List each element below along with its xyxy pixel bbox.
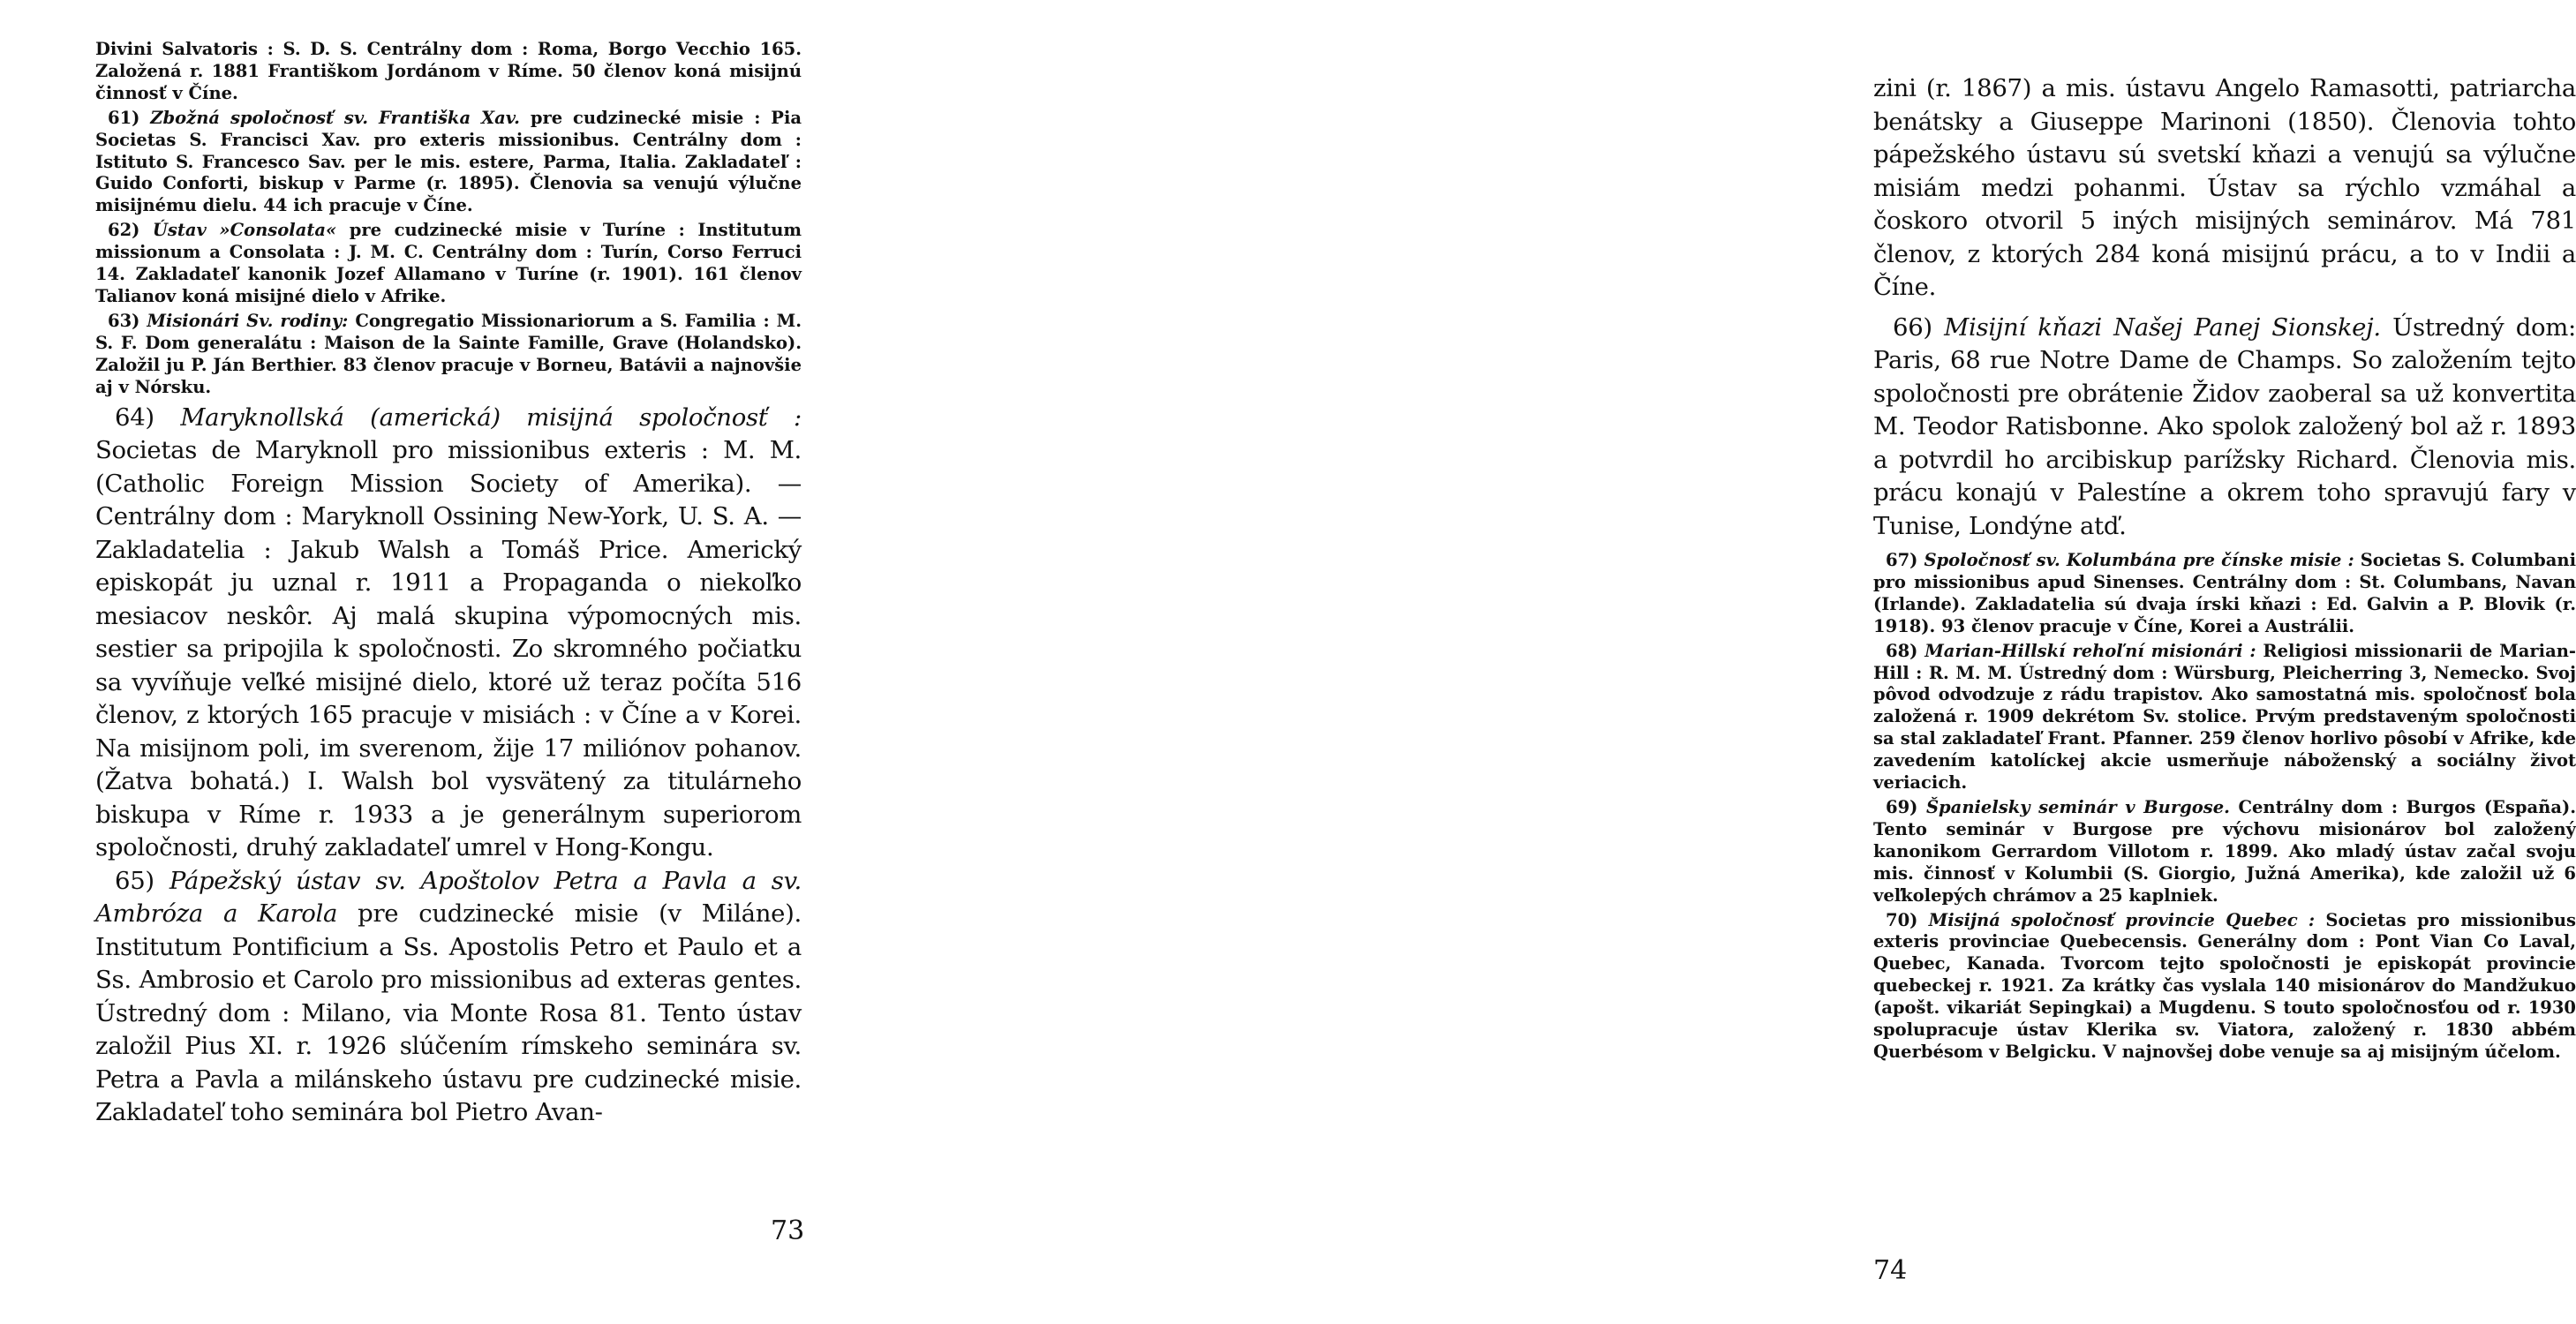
- paragraph-69: [1873, 797, 2576, 907]
- page-number-right: 74: [1873, 1255, 1908, 1286]
- paragraph-64: [95, 402, 802, 865]
- right-page: [883, 0, 2576, 1324]
- paragraph-body: pre cudzinecké misie v Turíne : Institutum missionum a Consolata : J. M. C. Centrálny dom : Turín, Corso Ferruci 14. Zakladateľ kanonik Jozef Allamano v Turíne (r. 1901). 161 členov Talianov koná misijné dielo v Afrike.: [95, 220, 802, 306]
- paragraph-number: 65): [115, 866, 154, 895]
- paragraph-title: Maryknollská (americká) misijná spoločnosť :: [180, 402, 802, 432]
- paragraph-body: Religiosi missionarii de Marian-Hill : R. M. M. Ústredný dom : Würsburg, Pleicherring 3, Nemecko. Svoj pôvod odvodzuje z rádu trapistov. Ako samostatná mis. spoločnosť bola založená r. 1909 dekrétom Sv. stolice. Prvým predstaveným spoločnosti sa stal zakladateľ Frant. Pfanner. 259 členov horlivo pôsobí v Afrike, kde zavedením katolíckej akcie usmerňuje náboženský a sociálny život veriacich.: [1873, 640, 2576, 794]
- paragraph-number: 70): [1886, 909, 1918, 930]
- paragraph-number: 64): [115, 402, 154, 432]
- paragraph-body: Societas de Maryknoll pro missionibus exteris : M. M. (Catholic Foreign Mission Society of Amerika). — Centrálny dom : Maryknoll Ossining New-York, U. S. A. — Zakladatelia : Jakub Walsh a Tomáš Price. Americký episkopát ju uznal r. 1911 a Propaganda o niekoľko mesiacov neskôr. Aj malá skupina výpomocných mis. sestier sa pripojila k spoločnosti. Zo skromného počiatku sa vyvíňuje veľké misijné dielo, ktoré už teraz počíta 516 členov, z ktorých 165 pracuje v misiách : v Číne a v Korei. Na misijnom poli, im sverenom, žije 17 miliónov pohanov. (Žatva bohatá.) I. Walsh bol vysvätený za titulárneho biskupa v Ríme r. 1933 a je generálnym superiorom spoločnosti, druhý zakladateľ umrel v Hong-Kongu.: [95, 436, 802, 861]
- paragraph-title: Spoločnosť sv. Kolumbána pre čínske misie :: [1924, 550, 2354, 570]
- paragraph-66: [1873, 312, 2576, 544]
- paragraph-67: [1873, 550, 2576, 638]
- right-page-text-column: [1873, 72, 2576, 1066]
- paragraph-title: Pápežský ústav sv. Apoštolov Petra a Pavla a sv. Ambróza a Karola: [95, 866, 802, 928]
- paragraph-number: 61): [108, 107, 140, 128]
- paragraph-70: [1873, 910, 2576, 1064]
- paragraph-title: Misionári Sv. rodiny:: [147, 310, 349, 331]
- paragraph-number: 63): [108, 310, 140, 331]
- paragraph-title: Marian-Hillskí rehoľní misionári :: [1924, 640, 2256, 661]
- paragraph-body: Centrálny dom : Burgos (España). Tento seminár v Burgose pre výchovu misionárov bol založený kanonikom Gerrardom Villotom r. 1899. Ako mladý ústav začal svoju mis. činnosť v Kolumbii (S. Giorgio, Južná Amerika), kde založil už 6 veľkolepých chrámov a 25 kaplniek.: [1873, 796, 2576, 906]
- paragraph-60-continuation: Divini Salvatoris : S. D. S. Centrálny dom : Roma, Borgo Vecchio 165. Založená r. 1881 Františkom Jordánom v Ríme. 50 členov koná misijnú činnosť v Číne.: [95, 39, 802, 103]
- paragraph-63: [95, 311, 802, 399]
- paragraph-body: Congregatio Missionariorum a S. Familia : M. S. F. Dom generalátu : Maison de la Sainte Famille, Grave (Holandsko). Založil ju P. Ján Berthier. 83 členov pracuje v Borneu, Batávii a najnovšie aj v Nórsku.: [95, 310, 802, 397]
- paragraph-number: 67): [1886, 550, 1918, 570]
- paragraph-body: Societas S. Columbani pro missionibus apud Sinenses. Centrálny dom : St. Columbans, Navan (Irlande). Zakladatelia sú dvaja írski kňazi : Ed. Galvin a P. Blovik (r. 1918). 93 členov pracuje v Číne, Korei a Austrálii.: [1873, 550, 2576, 636]
- paragraph-number: 68): [1886, 640, 1918, 661]
- paragraph-title: Misijná spoločnosť provincie Quebec :: [1928, 909, 2316, 930]
- left-page: [0, 0, 883, 1324]
- paragraph-65-continuation: zini (r. 1867) a mis. ústavu Angelo Ramasotti, patriarcha benátsky a Giuseppe Marinoni (1850). Členovia tohto pápežského ústavu sú svetskí kňazi a venujú sa výlučne misiám medzi pohanmi. Ústav sa rýchlo vzmáhal a čoskoro otvoril 5 iných misijných seminárov. Má 781 členov, z ktorých 284 koná misijnú prácu, a to v Indii a Číne.: [1873, 74, 2576, 301]
- paragraph-65: [95, 865, 802, 1130]
- paragraph-62: [95, 220, 802, 308]
- paragraph-title: Zbožná spoločnosť sv. Františka Xav.: [150, 107, 520, 128]
- page-number-left: 73: [771, 1215, 805, 1246]
- paragraph-61: [95, 108, 802, 218]
- paragraph-number: 62): [108, 220, 140, 241]
- paragraph-body: Ústredný dom: Paris, 68 rue Notre Dame de Champs. So založením tejto spoločnosti pre obrátenie Židov zaoberal sa už konvertita M. Teodor Ratisbonne. Ako spolok založený bol až r. 1893 a potvrdil ho arcibiskup parížsky Richard. Členovia mis. prácu konajú v Palestíne a okrem toho spravujú fary v Tunise, Londýne atď.: [1873, 312, 2576, 540]
- paragraph-title: Misijní kňazi Našej Panej Sionskej.: [1944, 312, 2381, 342]
- left-page-text-column: [95, 39, 802, 1130]
- paragraph-number: 69): [1886, 796, 1918, 817]
- paragraph-body: pre cudzinecké misie : Pia Societas S. Francisci Xav. pro exteris missionibus. Centrálny dom : Istituto S. Francesco Sav. per le mis. estere, Parma, Italia. Zakladateľ : Guido Conforti, biskup v Parme (r. 1895). Členovia sa venujú výlučne misijnému dielu. 44 ich pracuje v Číne.: [95, 107, 802, 216]
- paragraph-body: Societas pro missionibus exteris provinciae Quebecensis. Generálny dom : Pont Vian Co Laval, Quebec, Kanada. Tvorcom tejto spoločnosti je episkopát provincie quebeckej r. 1921. Za krátky čas vyslala 140 misionárov do Mandžukuo (apošt. vikariát Sepingkai) a Mugdenu. S touto spoločnosťou od r. 1930 spolupracuje ústav Klerika sv. Viatora, založený r. 1830 abbém Querbésom v Belgicku. V najnovšej dobe venuje sa aj misijným účelom.: [1873, 909, 2576, 1062]
- paragraph-title: Ústav »Consolata«: [152, 220, 337, 241]
- paragraph-68: [1873, 641, 2576, 794]
- paragraph-body: pre cudzinecké misie (v Miláne). Institutum Pontificium a Ss. Apostolis Petro et Paulo et a Ss. Ambrosio et Carolo pro missionibus ad exteras gentes. Ústredný dom : Milano, via Monte Rosa 81. Tento ústav založil Pius XI. r. 1926 slúčením rímskeho seminára sv. Petra a Pavla a milánskeho ústavu pre cudzinecké misie. Zakladateľ toho seminára bol Pietro Avan-: [95, 899, 802, 1126]
- paragraph-number: 66): [1893, 312, 1932, 342]
- paragraph-title: Španielsky seminár v Burgose.: [1925, 796, 2230, 817]
